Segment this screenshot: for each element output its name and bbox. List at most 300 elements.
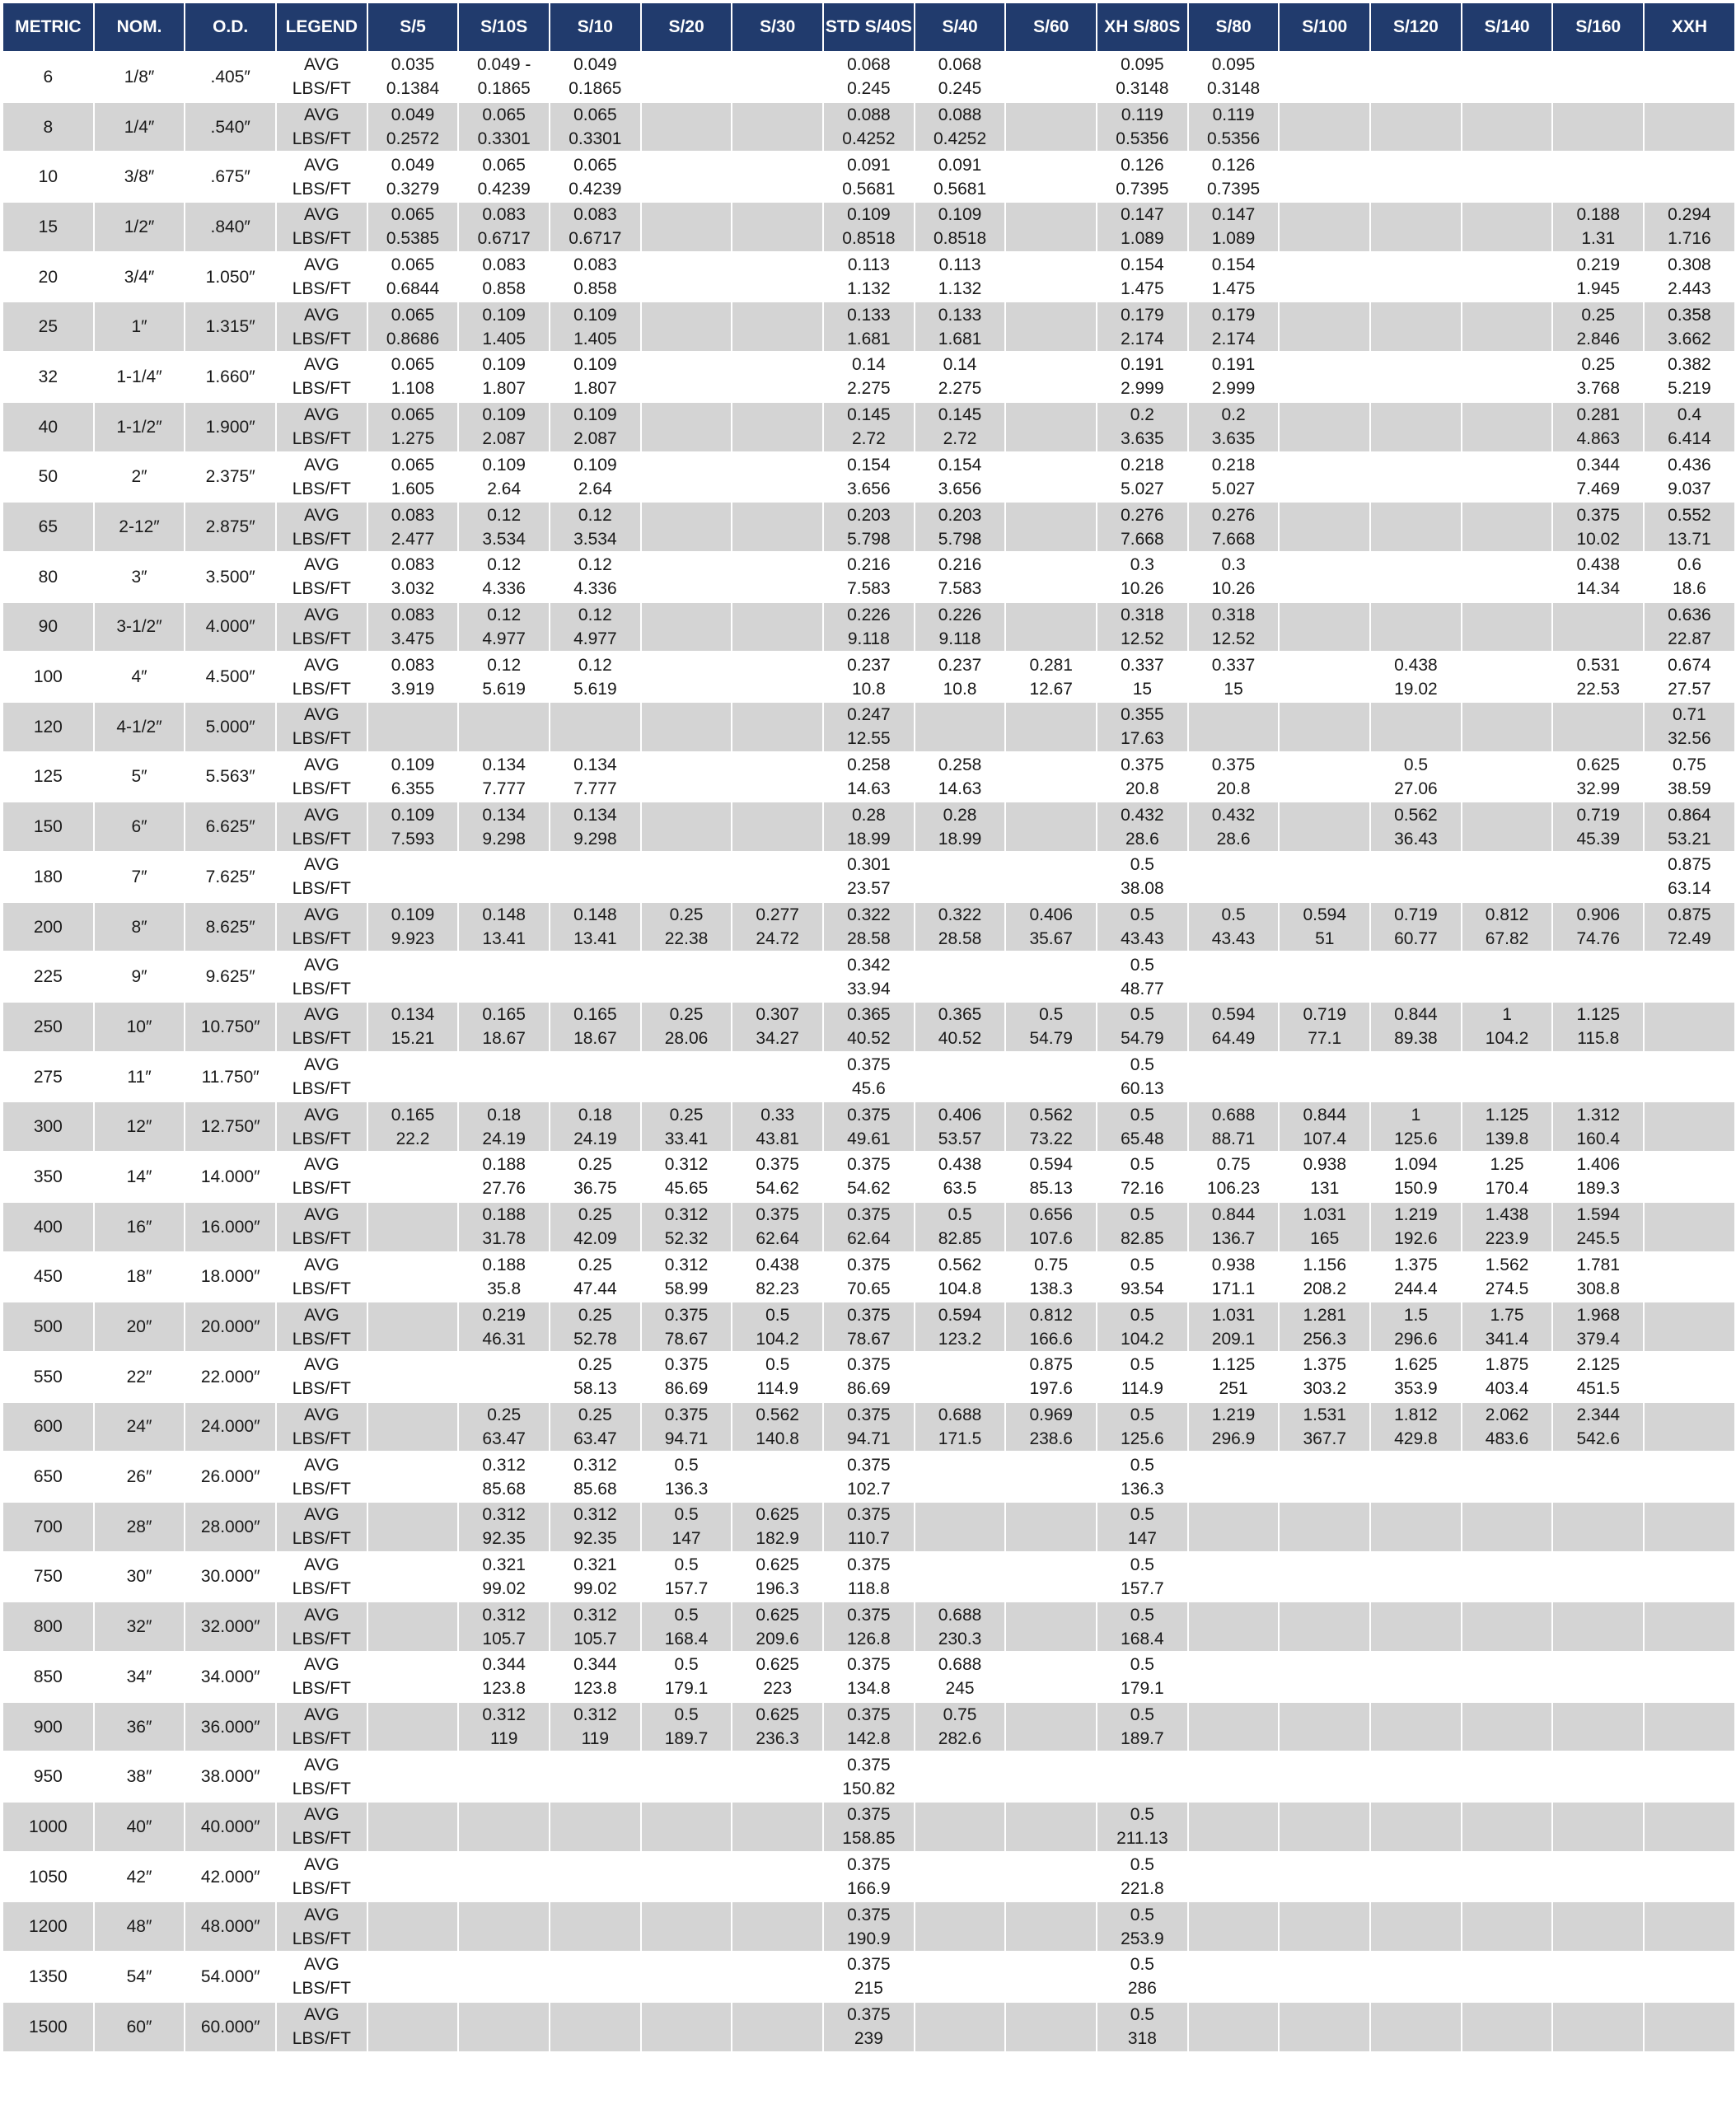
nom-cell: 4-1/2″ xyxy=(94,702,185,752)
weight-value: 78.67 xyxy=(847,1329,891,1349)
legend-label: LBS/FT xyxy=(292,129,351,149)
weight-value: 0.8518 xyxy=(933,229,987,249)
schedule-cell xyxy=(550,1702,641,1752)
wall-thickness-value: 2.125 xyxy=(1576,1355,1621,1375)
od-cell: 2.375″ xyxy=(185,452,276,503)
legend-cell xyxy=(276,802,367,852)
wall-thickness-value: 0.25 xyxy=(1581,305,1616,325)
od-cell: 8.625″ xyxy=(185,902,276,952)
weight-value: 0.6844 xyxy=(386,279,440,299)
od-cell: .840″ xyxy=(185,202,276,252)
wall-thickness-value: 0.312 xyxy=(573,1455,617,1475)
weight-value: 58.99 xyxy=(664,1279,709,1298)
weight-value: 47.44 xyxy=(573,1279,617,1298)
weight-value: 43.81 xyxy=(756,1129,799,1148)
wall-thickness-value: 0.938 xyxy=(1211,1255,1256,1274)
schedule-cell xyxy=(1005,1802,1097,1852)
schedule-cell xyxy=(1005,1352,1097,1402)
legend-cell xyxy=(276,352,367,402)
schedule-cell xyxy=(641,1802,732,1852)
nom-cell: 6″ xyxy=(94,802,185,852)
wall-thickness-value: 0.375 xyxy=(847,1405,891,1424)
schedule-cell xyxy=(1097,52,1188,102)
wall-thickness-value: 0.322 xyxy=(847,905,891,925)
weight-value: 2.275 xyxy=(847,379,891,399)
schedule-cell xyxy=(1097,802,1188,852)
wall-thickness-value: 0.109 xyxy=(391,905,435,925)
weight-value: 6.355 xyxy=(391,779,435,798)
table-row xyxy=(2,752,1735,802)
schedule-cell xyxy=(1279,1002,1370,1052)
schedule-cell xyxy=(458,852,550,902)
wall-thickness-value: 0.625 xyxy=(756,1555,799,1574)
schedule-cell xyxy=(1279,1852,1370,1902)
schedule-cell xyxy=(823,1152,915,1202)
wall-thickness-value: 0.5 xyxy=(674,1455,699,1475)
od-cell: 20.000″ xyxy=(185,1302,276,1352)
schedule-cell xyxy=(1188,402,1280,452)
schedule-cell xyxy=(823,2002,915,2052)
wall-thickness-value: 0.5 xyxy=(674,1605,699,1625)
schedule-cell xyxy=(550,1302,641,1352)
wall-thickness-value: 0.321 xyxy=(482,1555,526,1574)
schedule-cell xyxy=(1370,1101,1462,1152)
schedule-cell xyxy=(1279,602,1370,652)
table-row xyxy=(2,802,1735,852)
weight-value: 1.681 xyxy=(938,329,982,348)
weight-value: 85.13 xyxy=(1029,1179,1073,1199)
schedule-cell xyxy=(1097,1352,1188,1402)
od-cell: 10.750″ xyxy=(185,1002,276,1052)
legend-label: AVG xyxy=(303,305,339,325)
schedule-cell xyxy=(641,402,732,452)
schedule-cell xyxy=(550,302,641,352)
wall-thickness-value: 0.5 xyxy=(674,1705,699,1725)
schedule-cell xyxy=(641,702,732,752)
od-cell: 60.000″ xyxy=(185,2002,276,2052)
nom-cell: 36″ xyxy=(94,1702,185,1752)
wall-thickness-value: 0.636 xyxy=(1668,605,1711,624)
wall-thickness-value: 1.156 xyxy=(1303,1255,1347,1274)
schedule-cell xyxy=(1370,752,1462,802)
schedule-cell xyxy=(367,202,459,252)
wall-thickness-value: 0.5 xyxy=(1403,755,1429,774)
schedule-cell xyxy=(1097,1802,1188,1852)
schedule-cell xyxy=(732,752,823,802)
wall-thickness-value: 0.12 xyxy=(578,605,612,624)
legend-label: AVG xyxy=(303,505,339,525)
wall-thickness-value: 0.154 xyxy=(938,455,982,475)
wall-thickness-value: 0.083 xyxy=(573,255,617,275)
weight-value: 296.6 xyxy=(1394,1329,1438,1349)
schedule-cell xyxy=(823,1202,915,1252)
schedule-cell xyxy=(823,702,915,752)
weight-value: 230.3 xyxy=(938,1629,982,1648)
weight-value: 2.64 xyxy=(487,479,522,498)
weight-value: 2.087 xyxy=(573,429,617,449)
schedule-cell xyxy=(641,1002,732,1052)
od-cell: 48.000″ xyxy=(185,1901,276,1952)
weight-value: 157.7 xyxy=(1121,1578,1164,1598)
od-cell: 36.000″ xyxy=(185,1702,276,1752)
wall-thickness-value: 0.049 - xyxy=(477,55,531,75)
weight-value: 3.475 xyxy=(391,629,435,648)
nom-cell: 30″ xyxy=(94,1552,185,1602)
schedule-cell xyxy=(1644,652,1735,702)
weight-value: 46.31 xyxy=(482,1329,526,1349)
weight-value: 0.245 xyxy=(938,79,982,99)
legend-label: LBS/FT xyxy=(292,479,351,498)
weight-value: 4.977 xyxy=(573,629,617,648)
schedule-cell xyxy=(1370,1002,1462,1052)
wall-thickness-value: 0.25 xyxy=(669,905,704,925)
wall-thickness-value: 0.065 xyxy=(391,205,435,225)
schedule-cell xyxy=(458,152,550,202)
schedule-cell xyxy=(823,1552,915,1602)
schedule-cell xyxy=(1552,1202,1644,1252)
weight-value: 0.858 xyxy=(573,279,617,299)
weight-value: 20.8 xyxy=(1125,779,1159,798)
schedule-cell xyxy=(641,1101,732,1152)
weight-value: 0.8686 xyxy=(386,329,440,348)
weight-value: 2.477 xyxy=(391,529,435,549)
weight-value: 40.52 xyxy=(847,1029,891,1049)
legend-label: AVG xyxy=(303,655,339,675)
wall-thickness-value: 0.065 xyxy=(482,105,526,125)
wall-thickness-value: 0.75 xyxy=(1034,1255,1069,1274)
schedule-cell xyxy=(1005,1452,1097,1502)
wall-thickness-value: 0.068 xyxy=(938,55,982,75)
wall-thickness-value: 0.375 xyxy=(1576,505,1621,525)
weight-value: 28.6 xyxy=(1216,829,1251,849)
weight-value: 1.108 xyxy=(391,379,435,399)
legend-label: AVG xyxy=(303,1855,339,1875)
schedule-cell xyxy=(1644,1802,1735,1852)
schedule-cell xyxy=(1005,1502,1097,1552)
weight-value: 168.4 xyxy=(664,1629,709,1648)
wall-thickness-value: 0.337 xyxy=(1121,655,1164,675)
wall-thickness-value: 0.191 xyxy=(1121,355,1164,375)
schedule-cell xyxy=(367,1552,459,1602)
metric-cell: 80 xyxy=(2,552,94,602)
schedule-cell xyxy=(1005,1702,1097,1752)
schedule-cell xyxy=(641,1052,732,1102)
legend-cell xyxy=(276,1302,367,1352)
schedule-cell xyxy=(1188,1751,1280,1802)
schedule-cell xyxy=(1370,552,1462,602)
wall-thickness-value: 0.75 xyxy=(1216,1155,1251,1175)
wall-thickness-value: 0.5 xyxy=(1130,1905,1154,1924)
weight-value: 49.61 xyxy=(847,1129,891,1148)
schedule-cell xyxy=(641,1302,732,1352)
schedule-cell xyxy=(1279,202,1370,252)
metric-cell: 25 xyxy=(2,302,94,352)
wall-thickness-value: 0.25 xyxy=(578,1205,612,1225)
metric-cell: 1350 xyxy=(2,1952,94,2002)
legend-cell xyxy=(276,252,367,302)
schedule-cell xyxy=(1644,1652,1735,1702)
weight-value: 166.6 xyxy=(1029,1329,1073,1349)
od-cell: 11.750″ xyxy=(185,1052,276,1102)
weight-value: 12.55 xyxy=(847,729,891,749)
wall-thickness-value: 0.875 xyxy=(1029,1355,1073,1375)
schedule-cell xyxy=(915,752,1006,802)
wall-thickness-value: 0.134 xyxy=(573,755,617,774)
weight-value: 318 xyxy=(1127,2029,1157,2049)
weight-value: 9.298 xyxy=(573,829,617,849)
schedule-cell xyxy=(1552,2002,1644,2052)
weight-value: 7.593 xyxy=(391,829,435,849)
legend-cell xyxy=(276,502,367,552)
wall-thickness-value: 0.218 xyxy=(1211,455,1256,475)
weight-value: 27.06 xyxy=(1394,779,1438,798)
wall-thickness-value: 0.5 xyxy=(1221,905,1246,925)
nom-cell: 3″ xyxy=(94,552,185,602)
schedule-cell xyxy=(915,1101,1006,1152)
schedule-cell xyxy=(1097,602,1188,652)
table-row xyxy=(2,1002,1735,1052)
weight-value: 451.5 xyxy=(1576,1379,1621,1399)
schedule-cell xyxy=(1188,202,1280,252)
weight-value: 13.71 xyxy=(1668,529,1711,549)
schedule-cell xyxy=(823,152,915,202)
weight-value: 123.8 xyxy=(482,1679,526,1699)
weight-value: 63.14 xyxy=(1668,879,1711,899)
wall-thickness-value: 0.365 xyxy=(847,1005,891,1025)
wall-thickness-value: 1.219 xyxy=(1394,1205,1438,1225)
schedule-cell xyxy=(1097,1252,1188,1302)
weight-value: 5.219 xyxy=(1668,379,1711,399)
schedule-cell xyxy=(915,1452,1006,1502)
schedule-cell xyxy=(550,102,641,152)
schedule-cell xyxy=(823,1652,915,1702)
schedule-cell xyxy=(1552,1002,1644,1052)
schedule-cell xyxy=(550,652,641,702)
table-row xyxy=(2,702,1735,752)
column-header: S/120 xyxy=(1370,2,1462,52)
schedule-cell xyxy=(1552,1552,1644,1602)
schedule-cell xyxy=(1462,1452,1553,1502)
weight-value: 223.9 xyxy=(1485,1229,1529,1249)
schedule-cell xyxy=(1005,252,1097,302)
schedule-cell xyxy=(823,1702,915,1752)
schedule-cell xyxy=(1462,1402,1553,1452)
schedule-cell xyxy=(1552,1352,1644,1402)
weight-value: 54.79 xyxy=(1121,1029,1164,1049)
schedule-cell xyxy=(1097,102,1188,152)
wall-thickness-value: 0.134 xyxy=(482,805,526,825)
wall-thickness-value: 1.438 xyxy=(1485,1205,1529,1225)
weight-value: 34.27 xyxy=(756,1029,799,1049)
weight-value: 3.656 xyxy=(847,479,891,498)
schedule-cell xyxy=(1462,1052,1553,1102)
weight-value: 192.6 xyxy=(1394,1229,1438,1249)
wall-thickness-value: 0.109 xyxy=(573,455,617,475)
weight-value: 150.9 xyxy=(1394,1179,1438,1199)
wall-thickness-value: 0.276 xyxy=(1121,505,1164,525)
schedule-cell xyxy=(641,352,732,402)
table-header-row xyxy=(2,2,1735,52)
wall-thickness-value: 0.438 xyxy=(756,1255,799,1274)
schedule-cell xyxy=(367,402,459,452)
schedule-cell xyxy=(1644,1302,1735,1352)
nom-cell: 26″ xyxy=(94,1452,185,1502)
legend-cell xyxy=(276,152,367,202)
schedule-cell xyxy=(367,52,459,102)
schedule-cell xyxy=(550,802,641,852)
wall-thickness-value: 0.625 xyxy=(1576,755,1621,774)
legend-label: LBS/FT xyxy=(292,979,351,998)
schedule-cell xyxy=(550,1352,641,1402)
schedule-cell xyxy=(458,502,550,552)
schedule-cell xyxy=(823,102,915,152)
legend-label: LBS/FT xyxy=(292,879,351,899)
column-header: S/60 xyxy=(1005,2,1097,52)
schedule-cell xyxy=(1552,602,1644,652)
schedule-cell xyxy=(367,952,459,1002)
weight-value: 196.3 xyxy=(756,1578,799,1598)
wall-thickness-value: 0.18 xyxy=(487,1105,522,1125)
schedule-cell xyxy=(367,1202,459,1252)
weight-value: 9.118 xyxy=(938,629,981,648)
wall-thickness-value: 0.906 xyxy=(1576,905,1621,925)
schedule-cell xyxy=(1005,202,1097,252)
legend-label: AVG xyxy=(303,1805,339,1825)
wall-thickness-value: 1.875 xyxy=(1485,1355,1529,1375)
schedule-cell xyxy=(1462,802,1553,852)
schedule-cell xyxy=(1188,1101,1280,1152)
weight-value: 2.999 xyxy=(1121,379,1164,399)
nom-cell: 48″ xyxy=(94,1901,185,1952)
wall-thickness-value: 0.5 xyxy=(1130,1505,1154,1525)
wall-thickness-value: 0.126 xyxy=(1121,155,1164,175)
wall-thickness-value: 0.065 xyxy=(391,455,435,475)
wall-thickness-value: 0.109 xyxy=(482,405,526,425)
legend-label: LBS/FT xyxy=(292,1679,351,1699)
weight-value: 2.275 xyxy=(938,379,982,399)
weight-value: 60.77 xyxy=(1394,929,1438,949)
wall-thickness-value: 0.109 xyxy=(482,455,526,475)
wall-thickness-value: 0.18 xyxy=(578,1105,612,1125)
legend-label: AVG xyxy=(303,355,339,375)
wall-thickness-value: 0.065 xyxy=(391,355,435,375)
weight-value: 64.49 xyxy=(1211,1029,1256,1049)
schedule-cell xyxy=(367,1101,459,1152)
weight-value: 209.6 xyxy=(756,1629,799,1648)
wall-thickness-value: 0.318 xyxy=(1211,605,1256,624)
weight-value: 18.99 xyxy=(847,829,891,849)
legend-cell xyxy=(276,1002,367,1052)
weight-value: 1.475 xyxy=(1121,279,1164,299)
wall-thickness-value: 0.719 xyxy=(1576,805,1621,825)
legend-cell xyxy=(276,1352,367,1402)
wall-thickness-value: 0.312 xyxy=(482,1705,526,1725)
wall-thickness-value: 0.375 xyxy=(847,1855,891,1875)
wall-thickness-value: 1 xyxy=(1411,1105,1421,1125)
schedule-cell xyxy=(1097,1101,1188,1152)
schedule-cell xyxy=(732,2002,823,2052)
weight-value: 136.3 xyxy=(1121,1479,1164,1499)
nom-cell: 12″ xyxy=(94,1101,185,1152)
wall-thickness-value: 0.25 xyxy=(578,1305,612,1325)
weight-value: 106.23 xyxy=(1206,1179,1261,1199)
wall-thickness-value: 0.844 xyxy=(1394,1005,1438,1025)
metric-cell: 125 xyxy=(2,752,94,802)
metric-cell: 1500 xyxy=(2,2002,94,2052)
weight-value: 1.681 xyxy=(847,329,891,348)
weight-value: 17.63 xyxy=(1121,729,1164,749)
schedule-cell xyxy=(1005,752,1097,802)
schedule-cell xyxy=(1097,452,1188,503)
schedule-cell xyxy=(1188,1402,1280,1452)
schedule-cell xyxy=(550,202,641,252)
schedule-cell xyxy=(1005,902,1097,952)
wall-thickness-value: 0.406 xyxy=(1029,905,1073,925)
schedule-cell xyxy=(1644,352,1735,402)
schedule-cell xyxy=(1462,1552,1553,1602)
weight-value: 89.38 xyxy=(1394,1029,1438,1049)
schedule-cell xyxy=(915,2002,1006,2052)
wall-thickness-value: 0.219 xyxy=(1576,255,1621,275)
wall-thickness-value: 0.219 xyxy=(482,1305,526,1325)
weight-value: 94.71 xyxy=(847,1429,891,1448)
schedule-cell xyxy=(1005,1152,1097,1202)
weight-value: 5.798 xyxy=(847,529,891,549)
wall-thickness-value: 0.562 xyxy=(1394,805,1438,825)
schedule-cell xyxy=(1279,702,1370,752)
wall-thickness-value: 0.5 xyxy=(1130,2005,1154,2025)
weight-value: 171.1 xyxy=(1211,1279,1256,1298)
legend-label: AVG xyxy=(303,1605,339,1625)
schedule-cell xyxy=(458,1751,550,1802)
schedule-cell xyxy=(732,702,823,752)
wall-thickness-value: 0.25 xyxy=(487,1405,522,1424)
schedule-cell xyxy=(550,1552,641,1602)
metric-cell: 180 xyxy=(2,852,94,902)
weight-value: 36.75 xyxy=(573,1179,617,1199)
table-row xyxy=(2,1852,1735,1902)
column-header: S/20 xyxy=(641,2,732,52)
weight-value: 0.4239 xyxy=(477,179,531,199)
weight-value: 7.469 xyxy=(1576,479,1621,498)
weight-value: 118.8 xyxy=(847,1578,890,1598)
wall-thickness-value: 0.226 xyxy=(938,605,982,624)
wall-thickness-value: 0.5 xyxy=(1130,1555,1154,1574)
schedule-cell xyxy=(1279,1202,1370,1252)
schedule-cell xyxy=(1370,1952,1462,2002)
wall-thickness-value: 0.864 xyxy=(1668,805,1711,825)
schedule-cell xyxy=(1370,602,1462,652)
weight-value: 18.99 xyxy=(938,829,982,849)
schedule-cell xyxy=(732,202,823,252)
weight-value: 2.72 xyxy=(851,429,886,449)
pipe-schedule-table xyxy=(2,2,1736,2053)
schedule-cell xyxy=(1644,852,1735,902)
legend-label: AVG xyxy=(303,1405,339,1424)
weight-value: 136.7 xyxy=(1211,1229,1256,1249)
schedule-cell xyxy=(915,602,1006,652)
schedule-cell xyxy=(1279,1101,1370,1152)
schedule-cell xyxy=(915,952,1006,1002)
column-header: XH S/80S xyxy=(1097,2,1188,52)
wall-thickness-value: 1.625 xyxy=(1394,1355,1438,1375)
legend-label: AVG xyxy=(303,905,339,925)
schedule-cell xyxy=(1462,502,1553,552)
schedule-cell xyxy=(367,1751,459,1802)
legend-cell xyxy=(276,702,367,752)
wall-thickness-value: 0.154 xyxy=(1121,255,1164,275)
schedule-cell xyxy=(1644,702,1735,752)
